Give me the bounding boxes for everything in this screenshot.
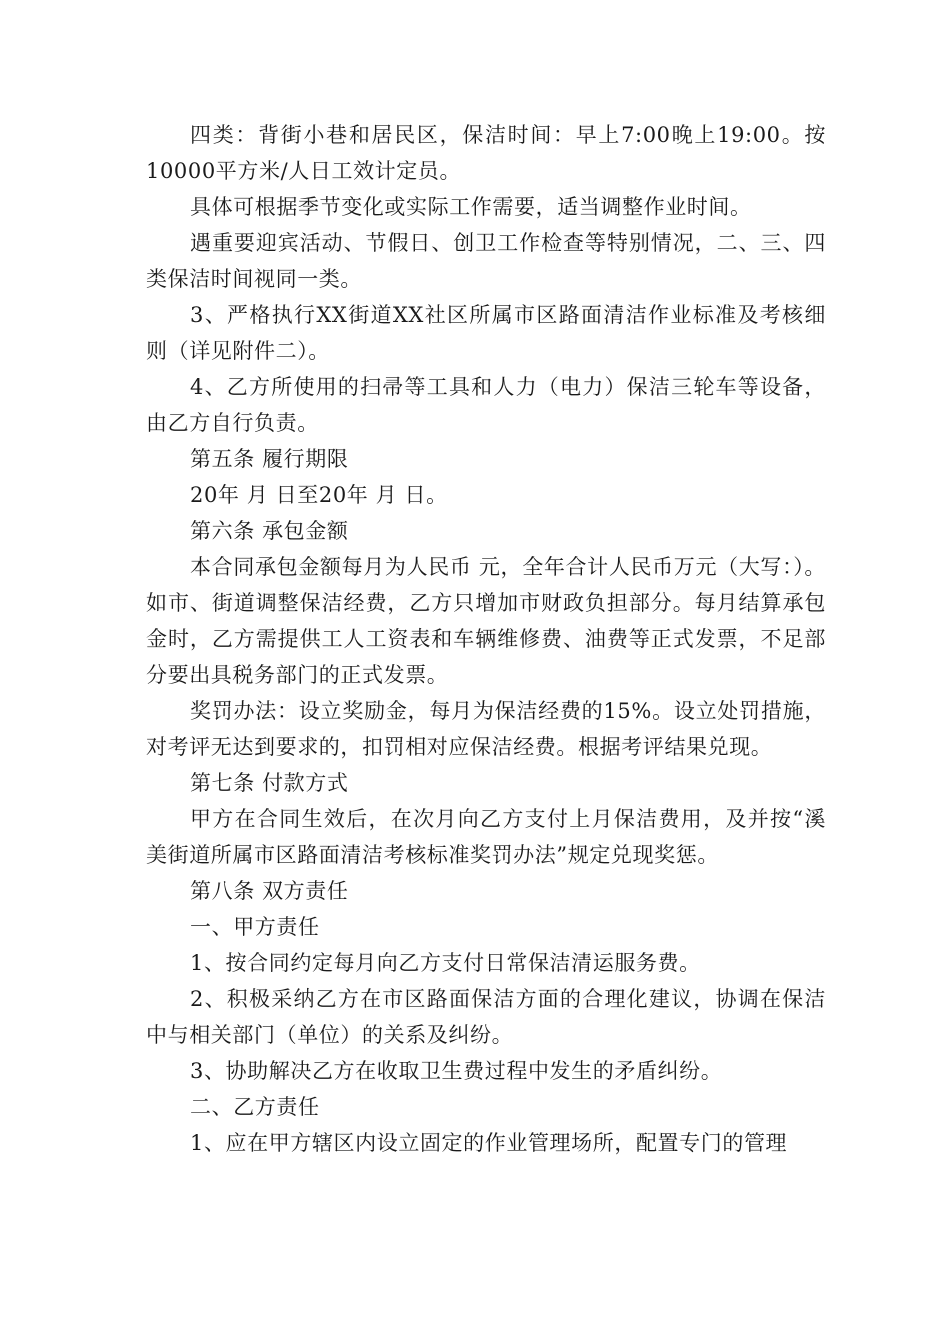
paragraph-term-dates: 20年 月 日至20年 月 日。 (190, 483, 448, 507)
paragraph-party-b-duty-1: 1、应在甲方辖区内设立固定的作业管理场所，配置专门的管理 (190, 1131, 788, 1155)
heading-article-8: 第八条 双方责任 (190, 879, 349, 903)
paragraph-category-four: 四类：背街小巷和居民区，保洁时间：早上7:00晚上19:00。按10000平方米/人日工效计定员。 (146, 123, 826, 183)
paragraph-adjust-time: 具体可根据季节变化或实际工作需要，适当调整作业时间。 (190, 195, 752, 219)
heading-article-6: 第六条 承包金额 (190, 519, 349, 543)
paragraph-party-a-duty-2: 2、积极采纳乙方在市区路面保洁方面的合理化建议，协调在保洁中与相关部门（单位）的关系及纠纷。 (146, 987, 826, 1047)
heading-article-5: 第五条 履行期限 (190, 447, 349, 471)
heading-party-b-duties: 二、乙方责任 (190, 1095, 320, 1119)
paragraph-item-3-standards: 3、严格执行XX街道XX社区所属市区路面清洁作业标准及考核细则（详见附件二）。 (146, 303, 826, 363)
paragraph-payment-method: 甲方在合同生效后，在次月向乙方支付上月保洁费用，及并按“溪美街道所属市区路面清洁考核标准奖罚办法”规定兑现奖惩。 (146, 807, 826, 867)
heading-article-7: 第七条 付款方式 (190, 771, 349, 795)
paragraph-special-events: 遇重要迎宾活动、节假日、创卫工作检查等特别情况，二、三、四类保洁时间视同一类。 (146, 231, 826, 291)
document-body (146, 117, 826, 1161)
paragraph-party-a-duty-3: 3、协助解决乙方在收取卫生费过程中发生的矛盾纠纷。 (190, 1059, 723, 1083)
heading-party-a-duties: 一、甲方责任 (190, 915, 320, 939)
paragraph-rewards-penalties: 奖罚办法：设立奖励金，每月为保洁经费的15%。设立处罚措施，对考评无达到要求的，扣罚相对应保洁经费。根据考评结果兑现。 (146, 699, 826, 759)
paragraph-item-4-equipment: 4、乙方所使用的扫帚等工具和人力（电力）保洁三轮车等设备，由乙方自行负责。 (146, 375, 826, 435)
paragraph-party-a-duty-1: 1、按合同约定每月向乙方支付日常保洁清运服务费。 (190, 951, 701, 975)
paragraph-contract-amount: 本合同承包金额每月为人民币 元，全年合计人民币万元（大写：）。如市、街道调整保洁经费，乙方只增加市财政负担部分。每月结算承包金时，乙方需提供工人工资表和车辆维修费、油费等正式发票，不足部分要出具税务部门的正式发票。 (146, 555, 826, 687)
